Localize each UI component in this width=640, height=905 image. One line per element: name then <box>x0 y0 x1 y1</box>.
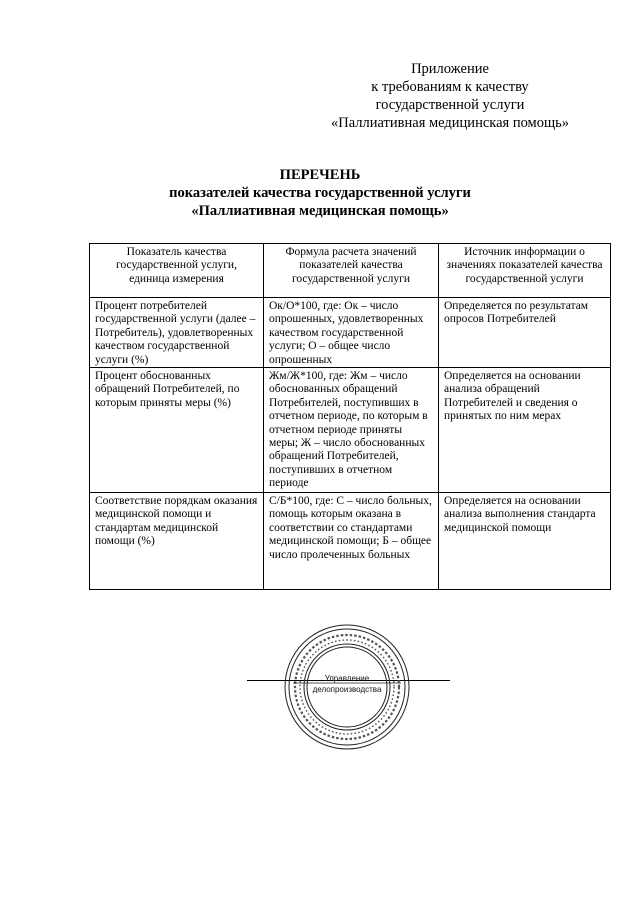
header-formula: Формула расчета значений показателей качества государственной услуги <box>264 244 439 298</box>
formula-cell: Ок/О*100, где: Ок – число опрошенных, удовлетворенных качеством государственной услуги; О – общее число опрошенных <box>264 298 439 368</box>
source-cell: Определяется на основании анализа выполнения стандарта медицинской помощи <box>439 493 611 590</box>
formula-cell: С/Б*100, где: С – число больных, помощь которым оказана в соответствии со стандартами медицинской помощи; Б – общее число пролеченных больных <box>264 493 439 590</box>
stamp-text-line-1: Управление <box>324 674 370 683</box>
header-indicator: Показатель качества государственной услуги, единица измерения <box>90 244 264 298</box>
indicator-cell: Процент потребителей государственной услуги (далее – Потребитель), удовлетворенных качеством государственной услуги (%) <box>90 298 264 368</box>
appendix-line-3: государственной услуги <box>375 97 525 113</box>
indicators-table <box>89 243 611 590</box>
table-header-row <box>90 244 611 298</box>
appendix-line-1: Приложение <box>411 61 489 77</box>
table-row <box>90 493 611 590</box>
indicator-cell: Процент обоснованных обращений Потребителей, по которым приняты меры (%) <box>90 368 264 493</box>
table-row <box>90 298 611 368</box>
title-line-2: показателей качества государственной услуги <box>169 185 471 201</box>
source-cell: Определяется на основании анализа обращений Потребителей и сведения о принятых по ним мерах <box>439 368 611 493</box>
title-line-1: ПЕРЕЧЕНЬ <box>279 167 361 183</box>
document-title <box>90 166 550 220</box>
appendix-line-4: «Паллиативная медицинская помощь» <box>330 115 570 131</box>
indicator-cell: Соответствие порядкам оказания медицинской помощи и стандартам медицинской помощи (%) <box>90 493 264 590</box>
official-seal-stamp <box>283 623 411 751</box>
header-source: Источник информации о значениях показателей качества государственной услуги <box>439 244 611 298</box>
appendix-heading <box>300 60 600 132</box>
stamp-text-line-2: делопроизводства <box>312 685 382 694</box>
title-line-3: «Паллиативная медицинская помощь» <box>191 203 449 219</box>
table-row <box>90 368 611 493</box>
source-cell: Определяется по результатам опросов Потребителей <box>439 298 611 368</box>
appendix-line-2: к требованиям к качеству <box>371 79 529 95</box>
formula-cell: Жм/Ж*100, где: Жм – число обоснованных обращений Потребителей, поступивших в отчетном периоде, по которым в отчетном периоде приняты меры; Ж – число обоснованных обращений Потребителей, поступивших в отчетном периоде <box>264 368 439 493</box>
